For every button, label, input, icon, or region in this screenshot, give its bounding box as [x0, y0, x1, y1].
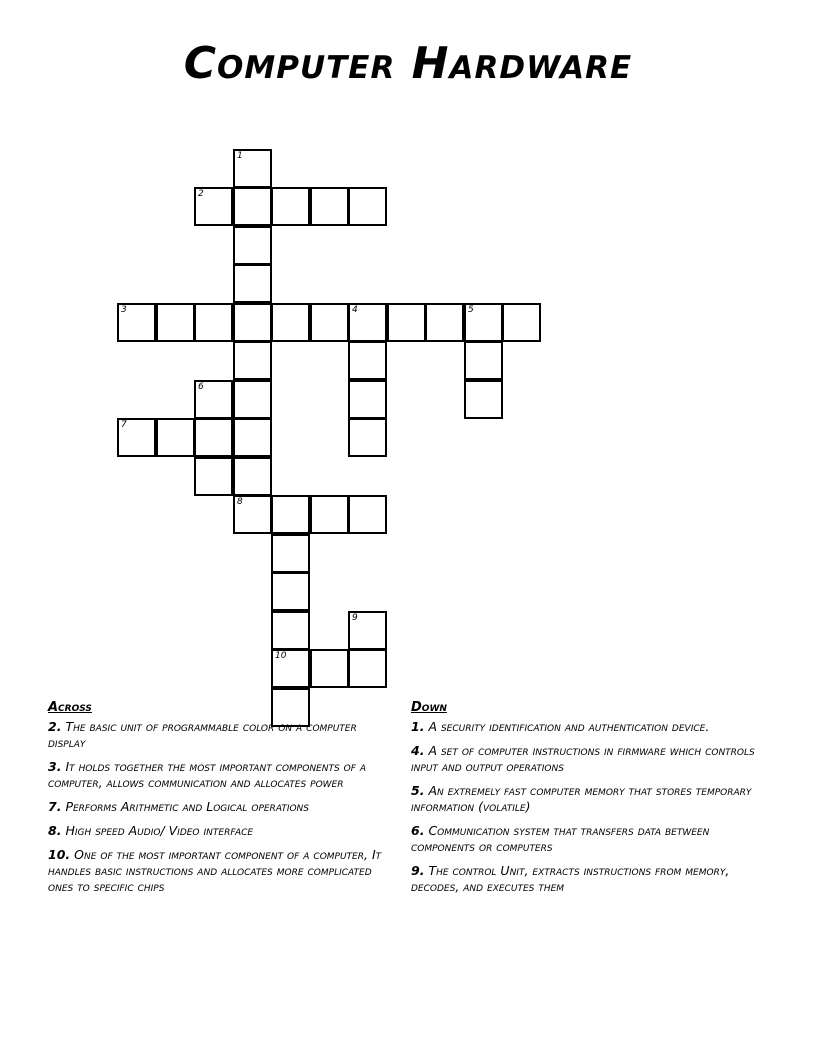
- grid-cell[interactable]: [348, 380, 387, 419]
- grid-cell[interactable]: [502, 303, 541, 342]
- clue-number-label: 6: [198, 382, 204, 392]
- grid-cell[interactable]: [271, 649, 310, 688]
- grid-cell[interactable]: [271, 187, 310, 226]
- grid-cell[interactable]: [348, 418, 387, 457]
- clue-number: 4.: [411, 743, 425, 758]
- grid-cell[interactable]: [310, 187, 349, 226]
- grid-cell[interactable]: [348, 495, 387, 534]
- clue-text: A set of computer instructions in firmware which controls input and output operations: [411, 743, 755, 774]
- grid-cell[interactable]: [310, 495, 349, 534]
- clue-number-label: 3: [121, 305, 127, 315]
- grid-cell[interactable]: [348, 187, 387, 226]
- clue-down-4: [411, 743, 761, 775]
- clue-down-5: [411, 783, 761, 815]
- grid-cell[interactable]: [464, 341, 503, 380]
- clue-number-label: 9: [352, 613, 358, 623]
- grid-cell[interactable]: [233, 264, 272, 303]
- clue-number: 2.: [48, 719, 62, 734]
- across-clues: [48, 700, 393, 903]
- clue-text: It holds together the most important components of a computer, allows communication and allocates power: [48, 759, 367, 790]
- across-heading: Across: [48, 700, 92, 715]
- grid-cell[interactable]: [233, 495, 272, 534]
- grid-cell[interactable]: [233, 226, 272, 265]
- clue-number: 9.: [411, 863, 425, 878]
- grid-cell[interactable]: [271, 303, 310, 342]
- down-clues: [411, 700, 761, 903]
- clue-number: 5.: [411, 783, 425, 798]
- clue-number: 3.: [48, 759, 62, 774]
- grid-cell[interactable]: [233, 341, 272, 380]
- clue-number: 1.: [411, 719, 425, 734]
- grid-cell[interactable]: [310, 649, 349, 688]
- clue-down-1: [411, 719, 761, 735]
- grid-cell[interactable]: [310, 303, 349, 342]
- grid-cell[interactable]: [233, 187, 272, 226]
- grid-cell[interactable]: [464, 380, 503, 419]
- grid-cell[interactable]: [348, 303, 387, 342]
- clue-number-label: 5: [468, 305, 474, 315]
- down-heading: Down: [411, 700, 447, 715]
- clue-text: High speed Audio/ Video interface: [65, 823, 254, 838]
- grid-cell[interactable]: [194, 303, 233, 342]
- page-title: Computer Hardware: [183, 38, 633, 89]
- clue-across-7: [48, 799, 393, 815]
- clue-text: One of the most important component of a computer, It handles basic instructions and allocates more complicated ones to specific chips: [48, 847, 382, 894]
- clue-number-label: 10: [275, 651, 287, 661]
- clue-text: An extremely fast computer memory that stores temporary information (volatile): [411, 783, 752, 814]
- grid-cell[interactable]: [348, 341, 387, 380]
- grid-cell[interactable]: [117, 303, 156, 342]
- grid-cell[interactable]: [117, 418, 156, 457]
- grid-cell[interactable]: [194, 418, 233, 457]
- clue-across-10: [48, 847, 393, 895]
- grid-cell[interactable]: [271, 534, 310, 573]
- clue-across-8: [48, 823, 393, 839]
- clue-number-label: 1: [237, 151, 243, 161]
- clue-across-2: [48, 719, 393, 751]
- grid-cell[interactable]: [194, 457, 233, 496]
- grid-cell[interactable]: [387, 303, 426, 342]
- clue-number-label: 7: [121, 420, 127, 430]
- grid-cell[interactable]: [425, 303, 464, 342]
- grid-cell[interactable]: [194, 187, 233, 226]
- clue-number: 7.: [48, 799, 62, 814]
- grid-cell[interactable]: [464, 303, 503, 342]
- grid-cell[interactable]: [233, 457, 272, 496]
- grid-cell[interactable]: [233, 418, 272, 457]
- clue-down-9: [411, 863, 761, 895]
- grid-cell[interactable]: [194, 380, 233, 419]
- clue-number: 8.: [48, 823, 62, 838]
- clue-number-label: 4: [352, 305, 358, 315]
- clue-number: 10.: [48, 847, 71, 862]
- clue-number: 6.: [411, 823, 425, 838]
- clue-text: The control Unit, extracts instructions from memory, decodes, and executes them: [411, 863, 730, 894]
- grid-cell[interactable]: [233, 303, 272, 342]
- grid-cell[interactable]: [156, 303, 195, 342]
- clue-text: The basic unit of programmable color on a computer display: [48, 719, 357, 750]
- clue-text: Performs Arithmetic and Logical operations: [65, 799, 309, 814]
- clue-number-label: 8: [237, 497, 243, 507]
- clue-down-6: [411, 823, 761, 855]
- clue-across-3: [48, 759, 393, 791]
- grid-cell[interactable]: [271, 572, 310, 611]
- clue-text: A security identification and authentication device.: [428, 719, 710, 734]
- clue-text: Communication system that transfers data between components or computers: [411, 823, 710, 854]
- grid-cell[interactable]: [233, 149, 272, 188]
- grid-cell[interactable]: [156, 418, 195, 457]
- grid-cell[interactable]: [271, 495, 310, 534]
- grid-cell[interactable]: [233, 380, 272, 419]
- grid-cell[interactable]: [348, 649, 387, 688]
- grid-cell[interactable]: [271, 611, 310, 650]
- grid-cell[interactable]: [348, 611, 387, 650]
- clue-number-label: 2: [198, 189, 204, 199]
